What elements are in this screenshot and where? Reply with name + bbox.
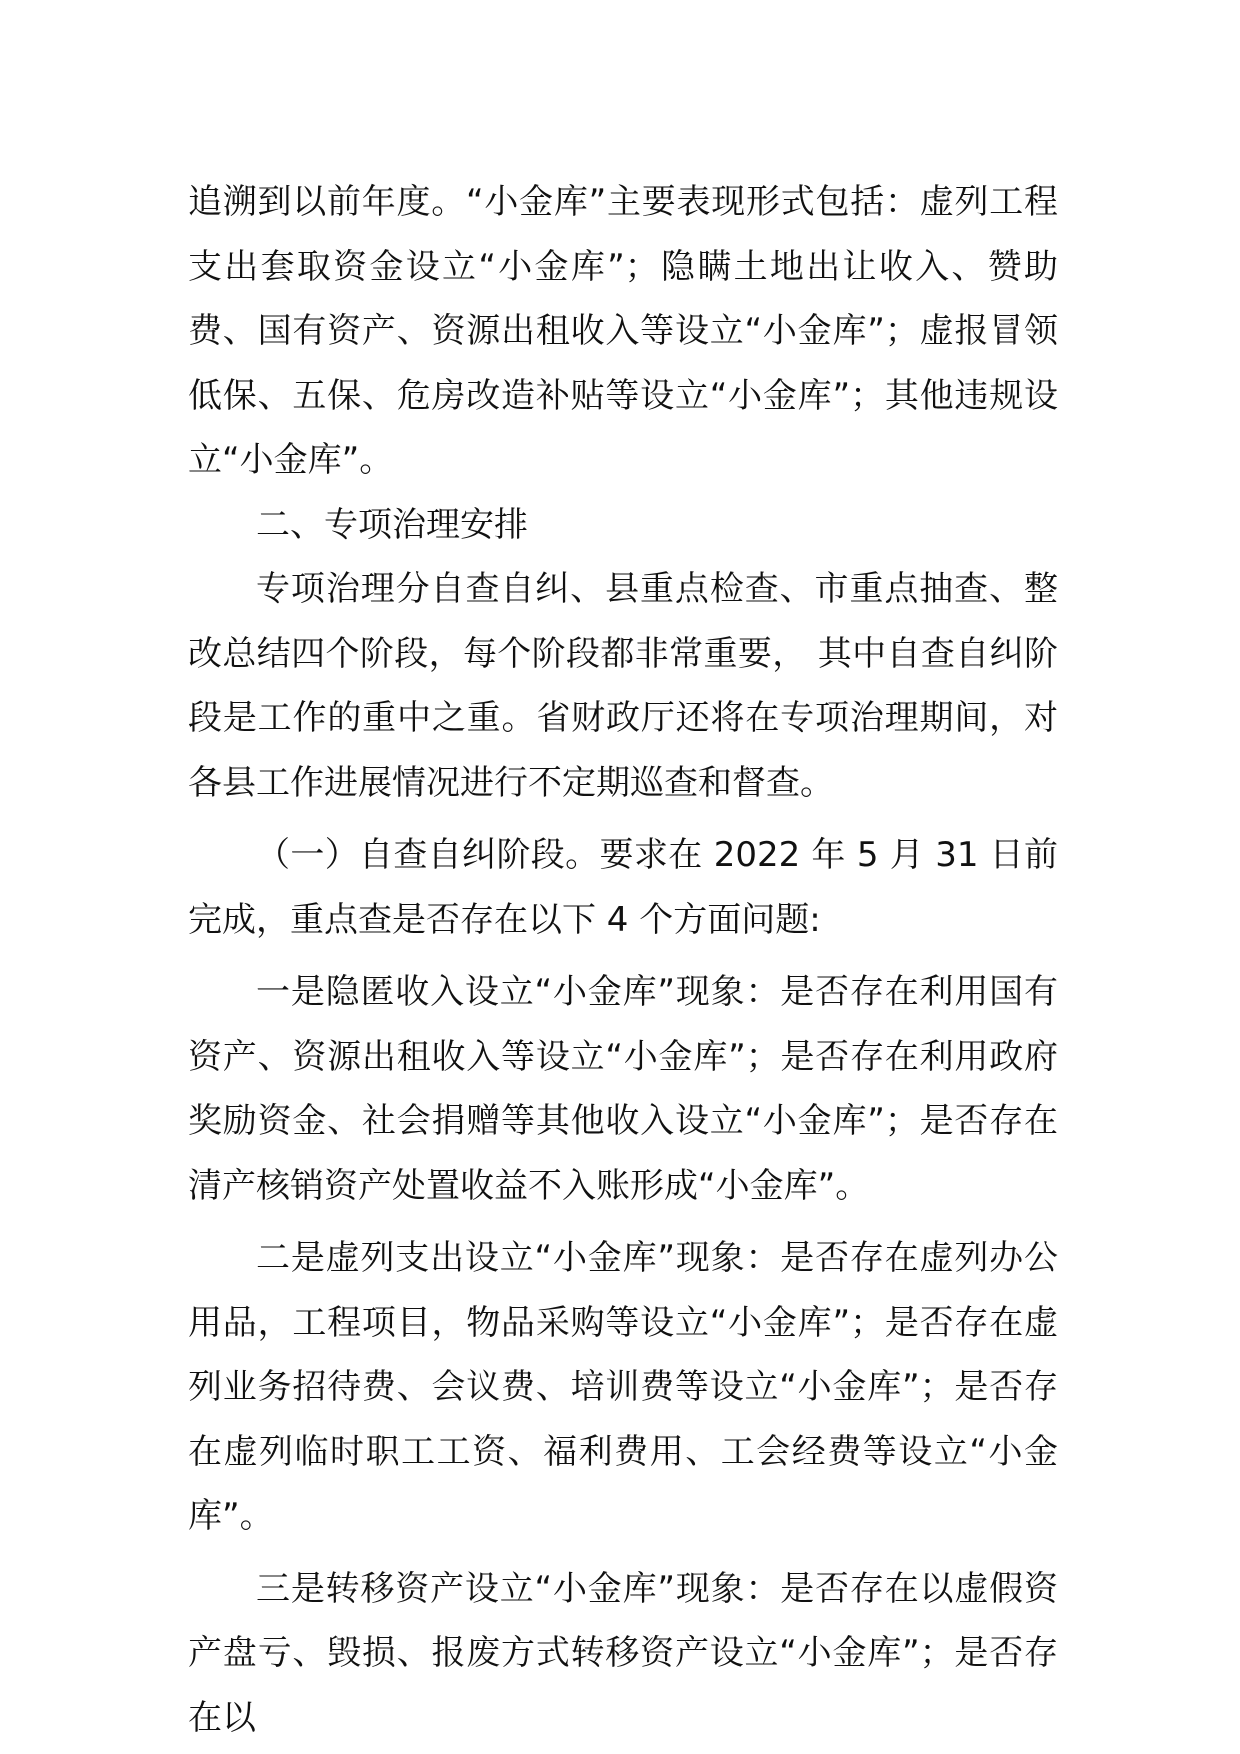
paragraph-issue-one: 一是隐匿收入设立“小金库”现象：是否存在利用国有资产、资源出租收入等设立“小金库”；是否存在利用政府奖励资金、社会捐赠等其他收入设立“小金库”；是否存在清产核销资产处置收益不入账形成“小金库”。 bbox=[188, 972, 1058, 1206]
paragraph-issue-two: 二是虚列支出设立“小金库”现象：是否存在虚列办公用品，工程项目，物品采购等设立“小金库”；是否存在虚列业务招待费、会议费、培训费等设立“小金库”；是否存在虚列临时职工工资、福利费用、工会经费等设立“小金库”。 bbox=[188, 1238, 1058, 1536]
paragraph-stages: 专项治理分自查自纠、县重点检查、市重点抽查、整改总结四个阶段，每个阶段都非常重要， 其中自查自纠阶段是工作的重中之重。省财政厅还将在专项治理期间，对各县工作进展情况进行不定期巡查和督查。 bbox=[188, 569, 1058, 803]
paragraph-continuation: 追溯到以前年度。“小金库”主要表现形式包括：虚列工程支出套取资金设立“小金库”；隐瞒土地出让收入、赞助费、国有资产、资源出租收入等设立“小金库”；虚报冒领低保、五保、危房改造补贴等设立“小金库”；其他违规设立“小金库”。 bbox=[188, 182, 1058, 480]
paragraph-issue-three: 三是转移资产设立“小金库”现象：是否存在以虚假资产盘亏、毁损、报废方式转移资产设立“小金库”；是否存在以 bbox=[188, 1568, 1058, 1738]
paragraph-self-check: （一）自查自纠阶段。要求在 2022 年 5 月 31 日前完成，重点查是否存在以下 4 个方面问题: bbox=[188, 835, 1058, 940]
document-body bbox=[188, 170, 1058, 1750]
section-heading: 二、专项治理安排 bbox=[256, 504, 528, 545]
